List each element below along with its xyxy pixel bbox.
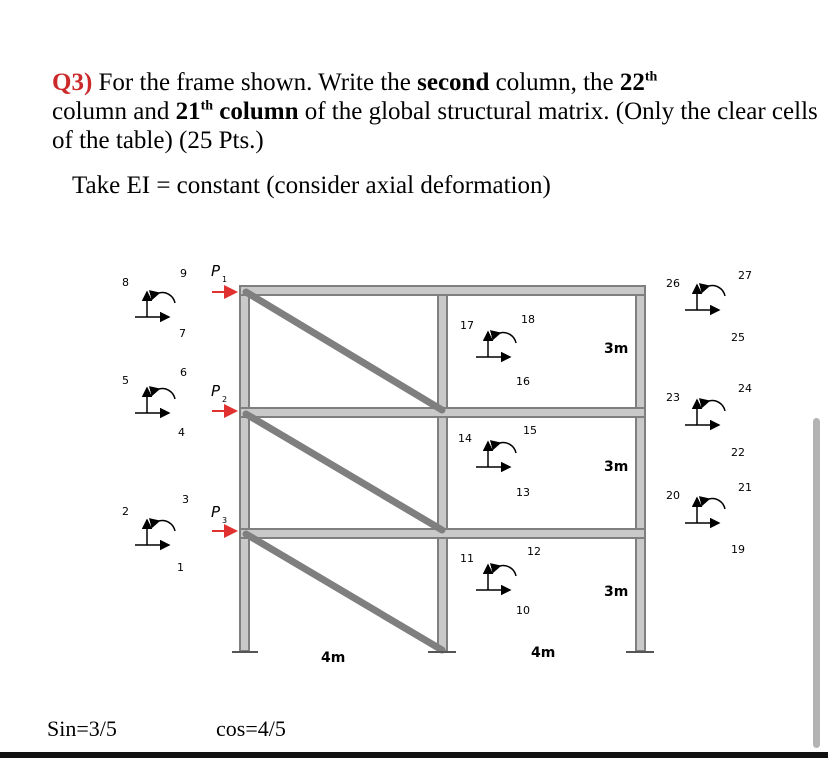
- brace-top: [246, 292, 442, 410]
- dof-25: 25: [731, 331, 745, 344]
- dof-5: 5: [122, 374, 129, 387]
- dof-27: 27: [738, 269, 752, 282]
- dof-11: 11: [460, 552, 474, 565]
- column-right: [636, 286, 645, 651]
- diagonal-braces: [246, 292, 442, 650]
- dof-26: 26: [666, 277, 680, 290]
- dof-16: 16: [516, 375, 530, 388]
- load-label: P: [211, 382, 221, 400]
- dof-12: 12: [527, 545, 541, 558]
- load-label: P: [211, 262, 221, 280]
- load-p3: [211, 503, 236, 531]
- dof-22: 22: [731, 446, 745, 459]
- load-p1: [211, 262, 236, 292]
- load-subscript: 1: [222, 275, 228, 284]
- brace-middle: [246, 414, 442, 530]
- dof-1: 1: [177, 561, 184, 574]
- dim-span-right: 4m: [531, 645, 556, 661]
- sin-value: Sin=3/5: [47, 716, 117, 741]
- brace-bottom: [246, 534, 442, 650]
- load-label: P: [211, 503, 221, 521]
- dof-9: 9: [180, 267, 187, 280]
- beam-top: [240, 286, 645, 295]
- take-ei-note: Take EI = constant (consider axial deformation): [72, 172, 551, 199]
- dof-14: 14: [458, 432, 472, 445]
- dof-6: 6: [180, 366, 187, 379]
- frame-columns: [240, 286, 645, 651]
- load-subscript: 3: [222, 516, 228, 525]
- dim-height-middle: 3m: [604, 459, 629, 475]
- dof-15: 15: [523, 424, 537, 437]
- question-part: column, the: [489, 69, 620, 96]
- cos-value: cos=4/5: [216, 716, 286, 741]
- load-subscript: 2: [222, 395, 228, 404]
- dof-3: 3: [182, 493, 189, 506]
- question-bold-22: 22th: [619, 69, 658, 96]
- dim-height-bottom: 3m: [604, 584, 629, 600]
- dim-height-top: 3m: [604, 341, 629, 357]
- load-p2: [211, 382, 236, 411]
- question-number: Q3): [52, 69, 93, 96]
- scrollbar[interactable]: [813, 418, 820, 748]
- question-bold-21: 21th column: [175, 98, 299, 125]
- column-left: [240, 286, 249, 651]
- question-bold-second: second: [417, 69, 490, 96]
- dof-17: 17: [460, 319, 474, 332]
- question-part: of the global structural matrix. (Only the clear cells of the table) (25 Pts.): [52, 98, 818, 154]
- dof-13: 13: [516, 486, 530, 499]
- dimension-labels: [321, 341, 628, 666]
- dof-18: 18: [521, 313, 535, 326]
- dof-2: 2: [122, 505, 129, 518]
- dof-19: 19: [731, 543, 745, 556]
- dof-10: 10: [516, 604, 530, 617]
- question-part: For the frame shown. Write the: [92, 69, 418, 96]
- dof-20: 20: [666, 489, 680, 502]
- dof-8: 8: [122, 276, 129, 289]
- dof-21: 21: [738, 481, 752, 494]
- dof-7: 7: [179, 327, 186, 340]
- dof-24: 24: [738, 382, 752, 395]
- column-middle: [438, 286, 447, 651]
- dof-23: 23: [666, 391, 680, 404]
- bottom-edge-bar: [0, 752, 828, 758]
- question-part: column and: [52, 98, 176, 125]
- dof-4: 4: [178, 426, 185, 439]
- dim-span-left: 4m: [321, 650, 346, 666]
